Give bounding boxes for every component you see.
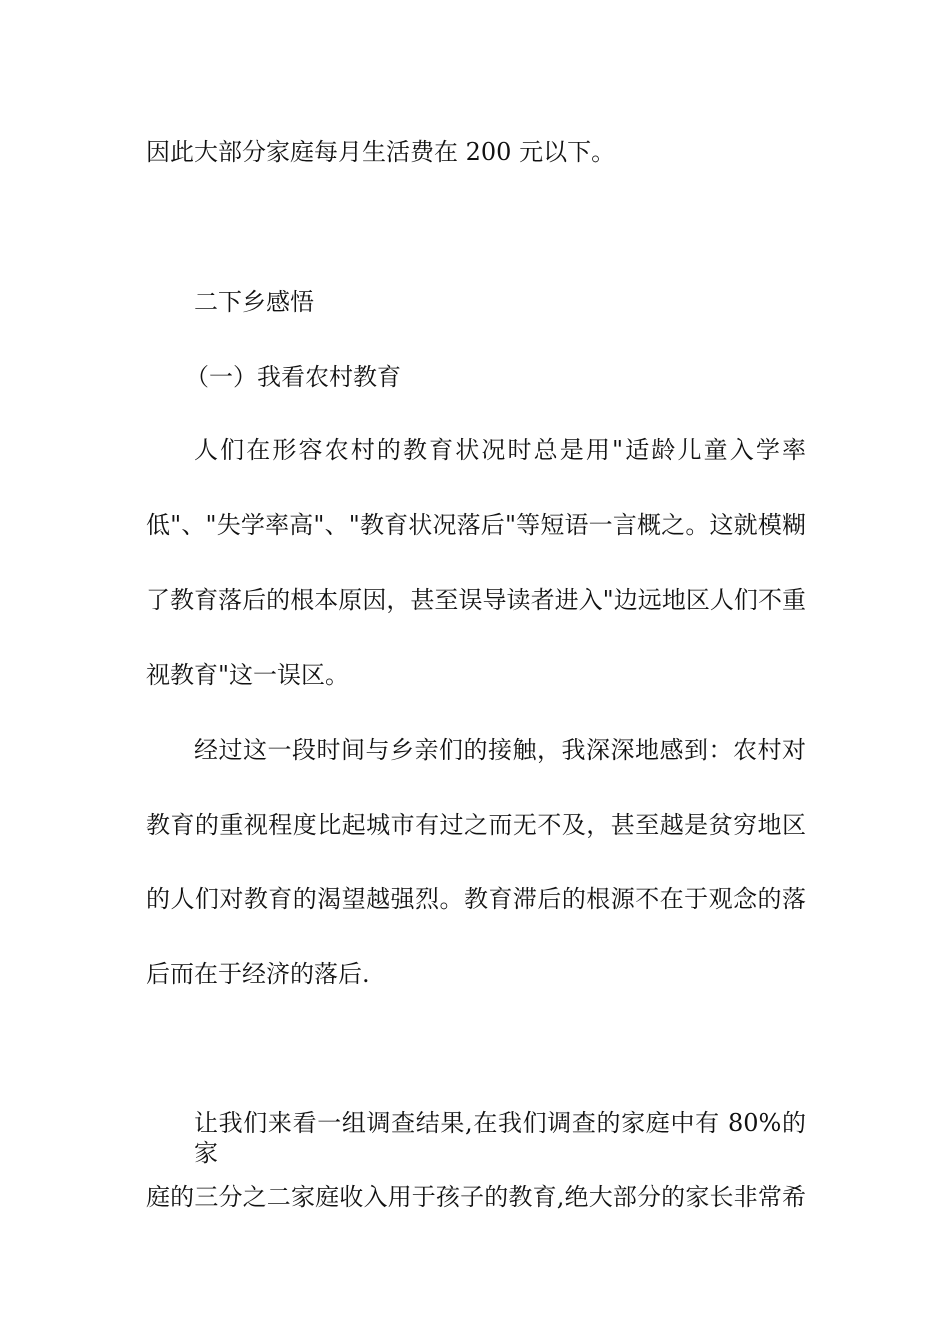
paragraph-line: 经过这一段时间与乡亲们的接触，我深深地感到：农村对 bbox=[194, 736, 806, 764]
section-heading: 二下乡感悟 bbox=[194, 288, 314, 316]
paragraph-line: 低"、"失学率高"、"教育状况落后"等短语一言概之。这就模糊 bbox=[146, 511, 806, 539]
paragraph-line: 后而在于经济的落后. bbox=[146, 960, 370, 988]
paragraph-line: 人们在形容农村的教育状况时总是用"适龄儿童入学率 bbox=[194, 436, 806, 464]
paragraph-line: 教育的重视程度比起城市有过之而无不及，甚至越是贫穷地区 bbox=[146, 811, 806, 839]
paragraph-line: 了教育落后的根本原因，甚至误导读者进入"边远地区人们不重 bbox=[146, 586, 806, 614]
subsection-heading: （一）我看农村教育 bbox=[185, 363, 401, 391]
paragraph-line: 让我们来看一组调查结果,在我们调查的家庭中有 80%的家 bbox=[194, 1109, 806, 1167]
paragraph-line: 视教育"这一误区。 bbox=[146, 661, 350, 689]
paragraph-line: 庭的三分之二家庭收入用于孩子的教育,绝大部分的家长非常希 bbox=[146, 1183, 806, 1211]
paragraph-line: 因此大部分家庭每月生活费在 200 元以下。 bbox=[146, 138, 616, 166]
paragraph-line: 的人们对教育的渴望越强烈。教育滞后的根源不在于观念的落 bbox=[146, 885, 806, 913]
